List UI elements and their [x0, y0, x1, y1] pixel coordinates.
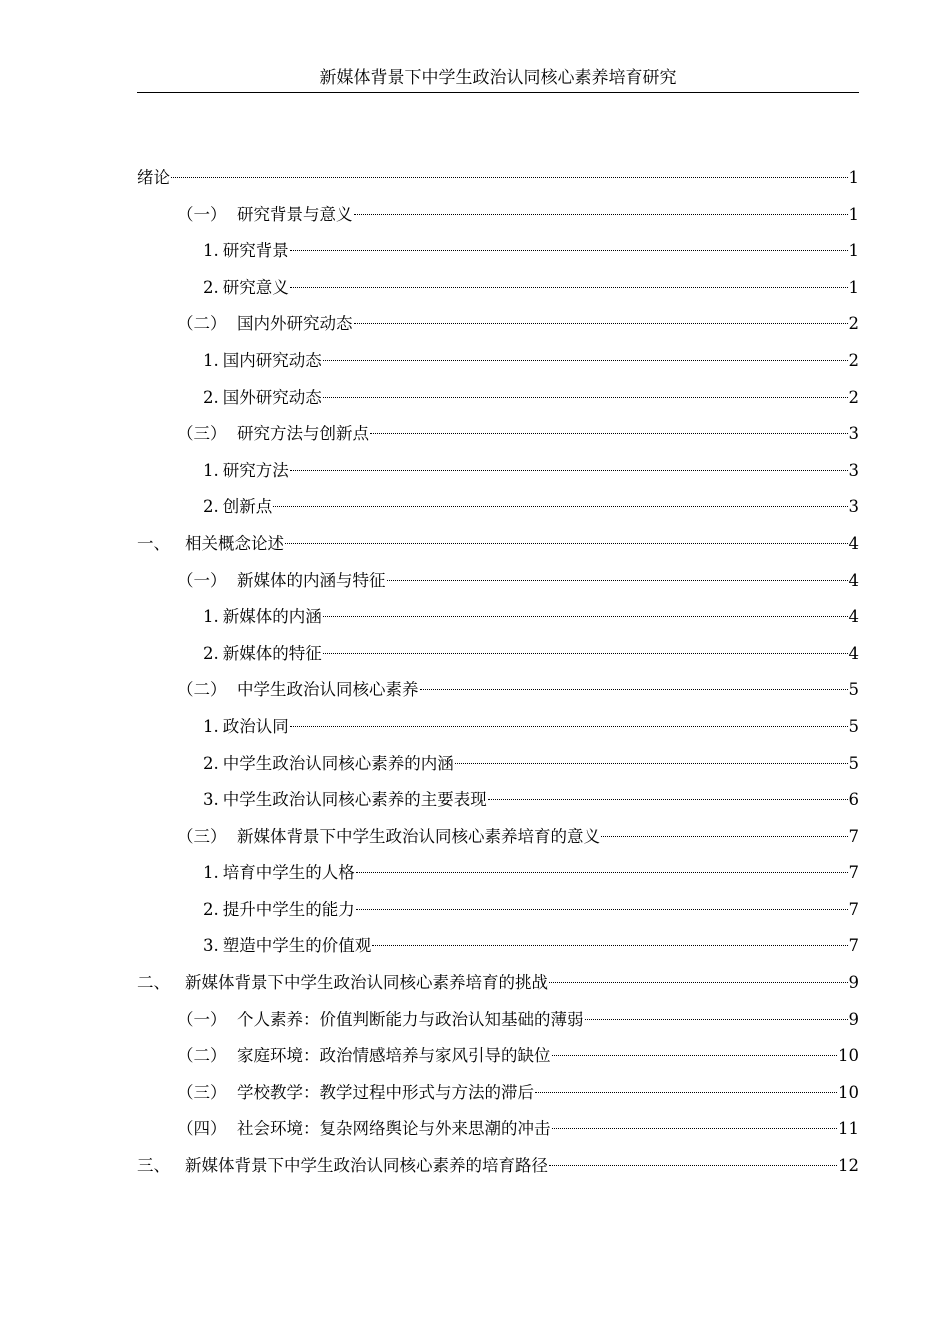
- toc-entry-title: 创新点: [222, 497, 273, 517]
- dot-leader: [354, 214, 848, 215]
- toc-entry[interactable]: [137, 823, 859, 860]
- toc-entry-number: 2.: [203, 387, 219, 407]
- toc-entry[interactable]: [137, 164, 859, 201]
- toc-entry-number: 2.: [203, 277, 219, 297]
- toc-entry-title: 相关概念论述: [185, 533, 284, 553]
- dot-leader: [323, 397, 848, 398]
- toc-entry-number: 二、: [137, 973, 170, 993]
- toc-entry-title: 家庭环境：政治情感培养与家风引导的缺位: [237, 1046, 551, 1066]
- toc-page-number: 4: [848, 570, 859, 590]
- toc-entry-title: 研究方法: [222, 460, 289, 480]
- toc-entry[interactable]: [137, 384, 859, 421]
- toc-entry-title: 新媒体的内涵与特征: [237, 570, 386, 590]
- dot-leader: [488, 799, 848, 800]
- dot-leader: [387, 580, 848, 581]
- toc-entry-title: 学校教学：教学过程中形式与方法的滞后: [237, 1082, 534, 1102]
- toc-entry-number: （一）: [177, 1009, 227, 1029]
- dot-leader: [601, 836, 848, 837]
- toc-page-number: 7: [848, 863, 859, 883]
- toc-entry-title: 国内外研究动态: [237, 314, 353, 334]
- toc-entry-number: （二）: [177, 680, 227, 700]
- toc-entry-title: 研究意义: [222, 277, 289, 297]
- toc-page-number: 1: [848, 168, 859, 187]
- toc-entry-number: （三）: [177, 1082, 227, 1102]
- toc-entry[interactable]: [137, 274, 859, 311]
- dot-leader: [323, 360, 848, 361]
- toc-entry[interactable]: [137, 969, 859, 1006]
- toc-entry-title: 国内研究动态: [222, 350, 322, 370]
- toc-entry[interactable]: [137, 530, 859, 567]
- toc-page-number: 9: [848, 973, 859, 993]
- toc-page-number: 4: [848, 643, 859, 663]
- dot-leader: [535, 1092, 837, 1093]
- toc-entry-title: 新媒体背景下中学生政治认同核心素养培育的挑战: [185, 973, 548, 993]
- toc-entry-number: （二）: [177, 1046, 227, 1066]
- dot-leader: [290, 470, 848, 471]
- toc-entry-number: 1.: [203, 863, 219, 883]
- toc-entry[interactable]: [137, 1115, 859, 1152]
- toc-page-number: 2: [848, 350, 859, 370]
- toc-page-number: 3: [848, 460, 859, 480]
- dot-leader: [370, 433, 848, 434]
- toc-entry-number: 1.: [203, 350, 219, 370]
- dot-leader: [285, 543, 848, 544]
- dot-leader: [549, 982, 848, 983]
- toc-entry[interactable]: [137, 567, 859, 604]
- toc-entry-number: 3.: [203, 790, 219, 810]
- toc-entry[interactable]: [137, 201, 859, 238]
- toc-entry-number: （一）: [177, 204, 227, 224]
- toc-entry[interactable]: [137, 713, 859, 750]
- toc-entry[interactable]: [137, 786, 859, 823]
- toc-entry-number: （四）: [177, 1119, 227, 1139]
- toc-entry-title: 研究背景与意义: [237, 204, 353, 224]
- toc-page-number: 1: [848, 204, 859, 224]
- dot-leader: [372, 945, 847, 946]
- toc-entry-title: 新媒体的特征: [222, 643, 322, 663]
- toc-entry[interactable]: [137, 750, 859, 787]
- toc-entry[interactable]: [137, 932, 859, 969]
- toc-entry-title: 绪论: [137, 168, 170, 187]
- toc-entry[interactable]: [137, 859, 859, 896]
- toc-entry[interactable]: [137, 1152, 859, 1189]
- dot-leader: [552, 1128, 838, 1129]
- toc-page-number: 3: [848, 424, 859, 444]
- dot-leader: [356, 872, 848, 873]
- toc-entry-number: （三）: [177, 826, 227, 846]
- toc-page-number: 11: [838, 1119, 859, 1139]
- toc-entry-number: 2.: [203, 753, 219, 773]
- toc-entry-number: （一）: [177, 570, 227, 590]
- toc-entry-title: 社会环境：复杂网络舆论与外来思潮的冲击: [237, 1119, 551, 1139]
- toc-entry-title: 研究方法与创新点: [237, 424, 369, 444]
- toc-page-number: 1: [848, 277, 859, 297]
- toc-entry-number: 三、: [137, 1156, 170, 1176]
- toc-entry-number: （二）: [177, 314, 227, 334]
- toc-entry-title: 培育中学生的人格: [222, 863, 355, 883]
- toc-entry-title: 塑造中学生的价值观: [222, 936, 372, 956]
- toc-entry[interactable]: [137, 237, 859, 274]
- dot-leader: [585, 1019, 848, 1020]
- toc-entry[interactable]: [137, 676, 859, 713]
- toc-page-number: 10: [838, 1046, 859, 1066]
- toc-page-number: 7: [848, 826, 859, 846]
- toc-entry-title: 中学生政治认同核心素养的主要表现: [222, 790, 487, 810]
- dot-leader: [552, 1055, 838, 1056]
- toc-entry-title: 国外研究动态: [222, 387, 322, 407]
- toc-entry[interactable]: [137, 896, 859, 933]
- toc-entry[interactable]: [137, 493, 859, 530]
- toc-page-number: 9: [848, 1009, 859, 1029]
- toc-entry-title: 新媒体背景下中学生政治认同核心素养培育的意义: [237, 826, 600, 846]
- dot-leader: [420, 689, 848, 690]
- toc-entry-title: 研究背景: [222, 241, 289, 261]
- toc-page-number: 7: [848, 936, 859, 956]
- toc-entry-title: 中学生政治认同核心素养: [237, 680, 419, 700]
- toc-page-number: 10: [838, 1082, 859, 1102]
- toc-page-number: 5: [848, 753, 859, 773]
- toc-page-number: 7: [848, 899, 859, 919]
- toc-page-number: 3: [848, 497, 859, 517]
- toc-entry[interactable]: [137, 640, 859, 677]
- toc-entry[interactable]: [137, 1042, 859, 1079]
- toc-page-number: 5: [848, 680, 859, 700]
- dot-leader: [323, 653, 848, 654]
- toc-entry-number: （三）: [177, 424, 227, 444]
- dot-leader: [171, 177, 848, 178]
- toc-entry[interactable]: [137, 310, 859, 347]
- toc-page-number: 2: [848, 314, 859, 334]
- running-header: 新媒体背景下中学生政治认同核心素养培育研究: [137, 66, 859, 93]
- toc-entry-number: 3.: [203, 936, 219, 956]
- dot-leader: [290, 250, 848, 251]
- dot-leader: [356, 909, 848, 910]
- toc-page-number: 2: [848, 387, 859, 407]
- toc-page-number: 4: [848, 607, 859, 627]
- toc-page-number: 12: [838, 1156, 859, 1176]
- toc-entry[interactable]: [137, 603, 859, 640]
- table-of-contents: [137, 164, 859, 1189]
- toc-page-number: 1: [848, 241, 859, 261]
- toc-entry-title: 个人素养：价值判断能力与政治认知基础的薄弱: [237, 1009, 584, 1029]
- toc-entry-number: 2.: [203, 899, 219, 919]
- dot-leader: [290, 287, 848, 288]
- toc-entry-number: 1.: [203, 241, 219, 261]
- toc-entry-number: 2.: [203, 643, 219, 663]
- toc-entry[interactable]: [137, 1079, 859, 1116]
- dot-leader: [549, 1165, 837, 1166]
- toc-entry[interactable]: [137, 457, 859, 494]
- dot-leader: [290, 726, 848, 727]
- toc-entry-title: 政治认同: [222, 716, 289, 736]
- toc-entry-title: 中学生政治认同核心素养的内涵: [222, 753, 454, 773]
- toc-entry-number: 1.: [203, 460, 219, 480]
- toc-entry-number: 一、: [137, 533, 170, 553]
- toc-entry-title: 新媒体背景下中学生政治认同核心素养的培育路径: [185, 1156, 548, 1176]
- dot-leader: [273, 506, 847, 507]
- toc-entry-title: 新媒体的内涵: [222, 607, 322, 627]
- toc-page-number: 6: [848, 790, 859, 810]
- toc-page-number: 5: [848, 716, 859, 736]
- dot-leader: [354, 323, 848, 324]
- toc-entry[interactable]: [137, 347, 859, 384]
- toc-entry[interactable]: [137, 420, 859, 457]
- toc-entry-title: 提升中学生的能力: [222, 899, 355, 919]
- toc-entry[interactable]: [137, 1006, 859, 1043]
- dot-leader: [323, 616, 848, 617]
- toc-entry-number: 1.: [203, 716, 219, 736]
- toc-page-number: 4: [848, 533, 859, 553]
- dot-leader: [455, 763, 848, 764]
- toc-entry-number: 1.: [203, 607, 219, 627]
- toc-entry-number: 2.: [203, 497, 219, 517]
